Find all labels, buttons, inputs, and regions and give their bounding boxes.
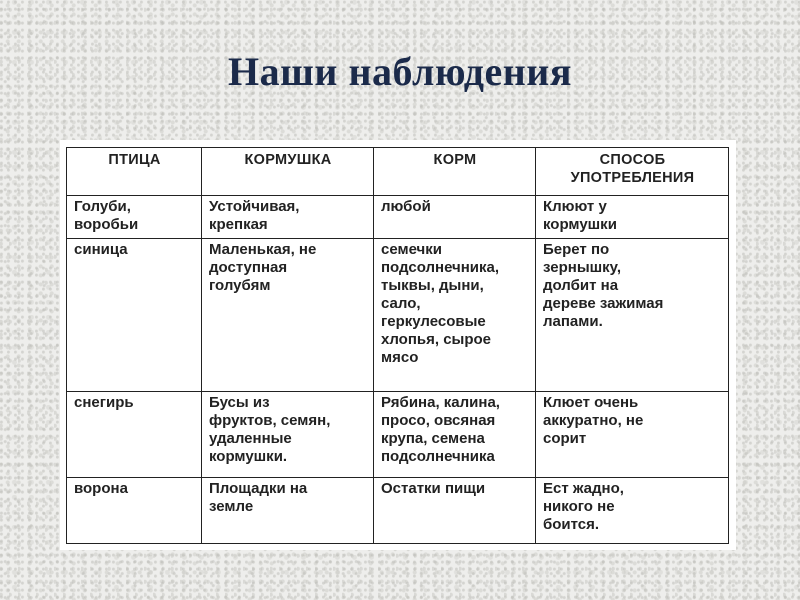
table-row [67,196,729,239]
cell-method-text: Ест жадно, никого не боится. [543,480,624,533]
cell-bird-text: синица [74,241,128,258]
cell-feeder [202,478,374,544]
cell-bird [67,239,202,392]
cell-bird-text: снегирь [74,394,134,411]
cell-food [374,392,536,478]
cell-method [536,392,729,478]
table-header-row [67,148,729,196]
header-food-label: КОРМ [433,152,477,168]
table-row [67,239,729,392]
cell-method-text: Клюют у кормушки [543,198,617,233]
table-row [67,392,729,478]
cell-method-text: Клюет очень аккуратно, не сорит [543,394,644,447]
cell-feeder [202,196,374,239]
page-title: Наши наблюдения [228,49,572,94]
cell-feeder-text: Бусы из фруктов, семян, удаленные кормушки. [209,394,331,465]
table-row [67,478,729,544]
table-sheet [60,140,736,550]
cell-food-text: семечки подсолнечника, тыквы, дыни, сало, геркулесовые хлопья, сырое мясо [381,241,500,366]
cell-bird-text: Голуби, воробьи [74,198,139,233]
cell-food-text: Остатки пищи [381,480,486,497]
cell-method-text: Берет по зернышку, долбит на дереве зажимая лапами. [543,241,664,330]
cell-food [374,196,536,239]
cell-bird [67,196,202,239]
cell-food-text: любой [381,198,431,215]
cell-bird-text: ворона [74,480,128,497]
header-method-label: СПОСОБ УПОТРЕБЛЕНИЯ [570,152,695,186]
cell-bird [67,392,202,478]
cell-feeder [202,239,374,392]
cell-method [536,196,729,239]
cell-method [536,478,729,544]
cell-food [374,478,536,544]
observations-table [66,147,729,544]
cell-feeder-text: Площадки на земле [209,480,308,515]
cell-feeder-text: Маленькая, не доступная голубям [209,241,317,294]
cell-method [536,239,729,392]
cell-feeder [202,392,374,478]
cell-bird [67,478,202,544]
cell-feeder-text: Устойчивая, крепкая [209,198,300,233]
cell-food [374,239,536,392]
header-bird-label: ПТИЦА [108,152,161,168]
cell-food-text: Рябина, калина, просо, овсяная крупа, семена подсолнечника [381,394,500,465]
header-method [536,148,729,196]
header-feeder-label: КОРМУШКА [244,152,332,168]
header-food [374,148,536,196]
header-feeder [202,148,374,196]
header-bird [67,148,202,196]
